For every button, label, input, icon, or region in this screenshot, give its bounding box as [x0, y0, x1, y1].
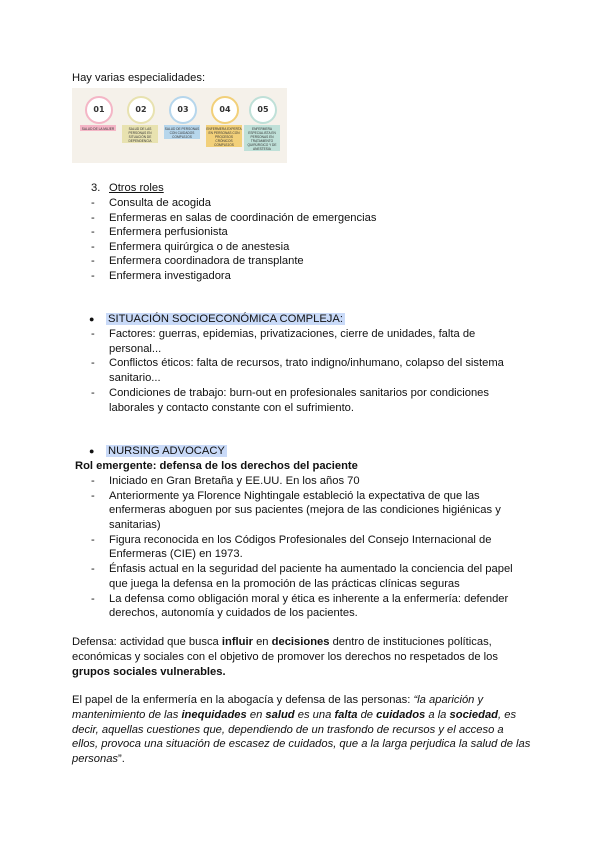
list-item-cont: que juega la defensa en la promoción de las prácticas clínicas seguras: [109, 578, 460, 590]
otros-roles-title: Otros roles: [109, 182, 164, 194]
defensa-line-1: Defensa: actividad que busca influir en decisiones dentro de instituciones políticas,: [72, 636, 492, 648]
papel-line-4: ellos, provoca una situación de escasez de cuidados, que a la larga perjudica la salud de las: [72, 738, 531, 750]
list-item-cont: enfermeras aboguen por sus pacientes (mejora de las condiciones higiénicas y: [109, 504, 501, 516]
papel-line-3: decir, aquellas cuestiones que, dependiendo de un trasfondo de recursos y el acceso a: [72, 724, 504, 736]
list-item: Iniciado en Gran Bretaña y EE.UU. En los años 70: [109, 475, 360, 487]
step-3: [164, 92, 200, 160]
list-item: Énfasis actual en la seguridad del paciente ha aumentado la conciencia del papel: [109, 563, 513, 575]
step-5-number: 05: [249, 96, 277, 124]
list-item: Factores: guerras, epidemias, privatizaciones, cierre de unidades, falta de: [109, 328, 476, 340]
list-dash: -: [91, 328, 95, 340]
intro-text: Hay varias especialidades:: [72, 72, 206, 84]
list-item-cont: derechos, autonomía y cuidados de los pacientes.: [109, 607, 358, 619]
step-2: [122, 92, 158, 160]
situacion-heading: SITUACIÓN SOCIOECONÓMICA COMPLEJA:: [108, 313, 343, 325]
list-item-cont: Enfermeras (CIE) en 1973.: [109, 548, 243, 560]
list-item: Figura reconocida en los Códigos Profesionales del Consejo Internacional de: [109, 534, 492, 546]
list-item: Enfermera investigadora: [109, 270, 231, 282]
list-dash: -: [91, 490, 95, 502]
list-dash: -: [91, 241, 95, 253]
list-item: Enfermera coordinadora de transplante: [109, 255, 304, 267]
list-item: Enfermera perfusionista: [109, 226, 228, 238]
list-dash: -: [91, 357, 95, 369]
step-2-label: SALUD DE LAS PERSONAS EN SITUACIÓN DE DEPENDENCIA: [122, 125, 158, 143]
papel-line-1: El papel de la enfermería en la abogacía y defensa de las personas: “la aparición y: [72, 694, 484, 706]
list-item: Enfermeras en salas de coordinación de emergencias: [109, 212, 377, 224]
list-item-cont: sanitario...: [109, 372, 161, 384]
defensa-line-3: grupos sociales vulnerables.: [72, 666, 226, 678]
list-item-cont: personal...: [109, 343, 162, 355]
list-dash: -: [91, 593, 95, 605]
step-4-number: 04: [211, 96, 239, 124]
list-dash: -: [91, 226, 95, 238]
defensa-line-2: económicas y sociales con el objetivo de promover los derechos no respetados de los: [72, 651, 498, 663]
list-dash: -: [91, 387, 95, 399]
list-item: Anteriormente ya Florence Nightingale estableció la expectativa de que las: [109, 490, 480, 502]
step-3-label: SALUD DE PERSONAS CON CUIDADOS COMPLEJOS: [164, 127, 200, 139]
list-item: Enfermera quirúrgica o de anestesia: [109, 241, 290, 253]
list-dash: -: [91, 563, 95, 575]
list-item-cont: sanitarias): [109, 519, 161, 531]
list-item: Consulta de acogida: [109, 197, 212, 209]
list-item: Conflictos éticos: falta de recursos, trato indigno/inhumano, colapso del sistema: [109, 357, 504, 369]
step-1-label: SALUD DE LA MUJER: [81, 127, 115, 131]
step-1-number: 01: [85, 96, 113, 124]
papel-line-2: mantenimiento de las inequidades en salud es una falta de cuidados a la sociedad, es: [72, 709, 517, 721]
step-5-label: ENFERMERA ESPECIALISTA EN PERSONAS EN TRATAMIENTO QUIRÚRGICO Y DE ANESTESIA: [244, 125, 280, 151]
specialties-infographic: [72, 88, 287, 163]
advocacy-heading: NURSING ADVOCACY: [108, 445, 225, 457]
list-item: La defensa como obligación moral y ética es inherente a la enfermería: defender: [109, 593, 509, 605]
list-dash: -: [91, 475, 95, 487]
step-5: [244, 92, 280, 160]
list-dash: -: [91, 534, 95, 546]
list-dash: -: [91, 212, 95, 224]
step-2-number: 02: [127, 96, 155, 124]
papel-line-5: personas”.: [72, 753, 125, 765]
list-dash: -: [91, 255, 95, 267]
list-dash: -: [91, 197, 95, 209]
step-4-label: ENFERMERA EXPERTA EN PERSONAS CON PROCESOS CRÓNICOS COMPLEJOS: [206, 127, 242, 147]
otros-roles-number: 3.: [91, 182, 101, 194]
list-dash: -: [91, 270, 95, 282]
step-1: [80, 92, 116, 160]
list-item: Condiciones de trabajo: burn-out en profesionales sanitarios por condiciones: [109, 387, 489, 399]
list-item-cont: laborales y contacto constante con el sufrimiento.: [109, 402, 355, 414]
bullet: ●: [89, 446, 95, 456]
step-3-number: 03: [169, 96, 197, 124]
bullet: ●: [89, 314, 95, 324]
step-4: [206, 92, 242, 160]
advocacy-subheading: Rol emergente: defensa de los derechos del paciente: [75, 460, 358, 472]
